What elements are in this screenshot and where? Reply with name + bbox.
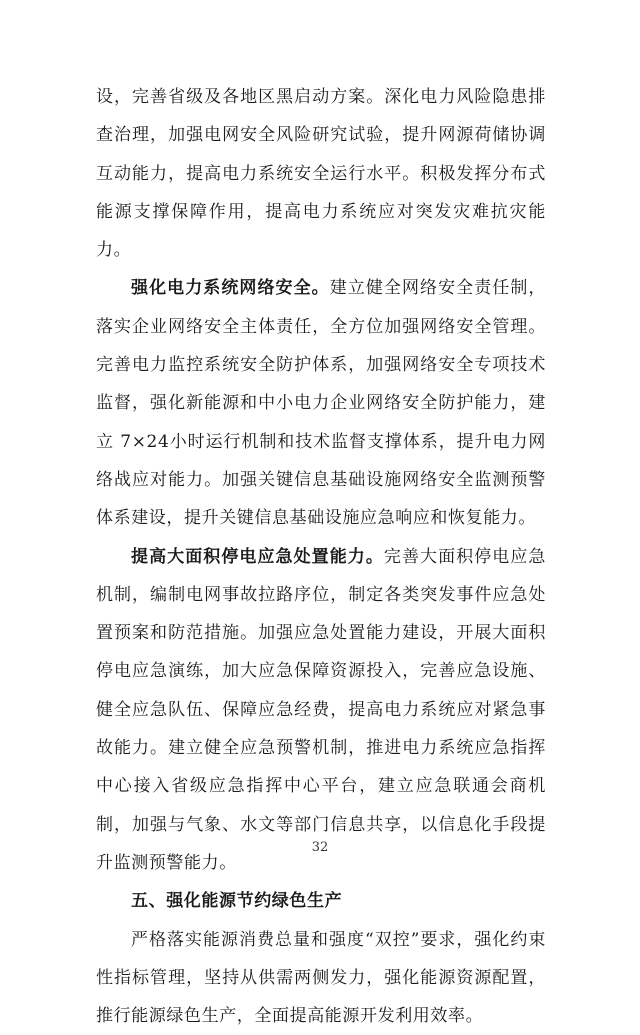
- paragraph-text: 设，完善省级及各地区黑启动方案。深化电力风险隐患排查治理，加强电网安全风险研究试验，提升网源荷储协调互动能力，提高电力系统安全运行水平。积极发挥分布式能源支撑保障作用，提高电力系统应对突发灾难抗灾能力。: [96, 87, 546, 261]
- paragraph-lead: 提高大面积停电应急处置能力。: [131, 546, 384, 567]
- page-number: 32: [311, 840, 329, 855]
- paragraph-continuation: [96, 78, 546, 269]
- section-heading: 五、强化能源节约绿色生产: [131, 891, 343, 912]
- paragraph-network-security: [96, 269, 546, 537]
- document-body: [96, 78, 546, 1035]
- paragraph-text: 完善大面积停电应急机制，编制电网事故拉路序位，制定各类突发事件应急处置预案和防范措施。加强应急处置能力建设，开展大面积停电应急演练，加大应急保障资源投入，完善应急设施、健全应急队伍、保障应急经费，提高电力系统应对紧急事故能力。建立健全应急预警机制，推进电力系统应急指挥中心接入省级应急指挥中心平台，建立应急联通会商机制，加强与气象、水文等部门信息共享，以信息化手段提升监测预警能力。: [96, 546, 546, 873]
- paragraph-text: 严格落实能源消费总量和强度“双控”要求，强化约束性指标管理，坚持从供需两侧发力，强化能源资源配置，推行能源绿色生产，全面提高能源开发利用效率。: [96, 929, 546, 1027]
- paragraph-text: 建立健全网络安全责任制，落实企业网络安全主体责任，全方位加强网络安全管理。完善电力监控系统安全防护体系，加强网络安全专项技术监督，强化新能源和中小电力企业网络安全防护能力，建立 7×24小时运行机制和技术监督支撑体系，提升电力网络战应对能力。加强关键信息基础设施网络安全监测预警体系建设，提升关键信息基础设施应急响应和恢复能力。: [96, 278, 546, 529]
- paragraph-energy-saving: [96, 921, 546, 1035]
- paragraph-lead: 强化电力系统网络安全。: [131, 278, 330, 299]
- paragraph-blackout-response: [96, 538, 546, 883]
